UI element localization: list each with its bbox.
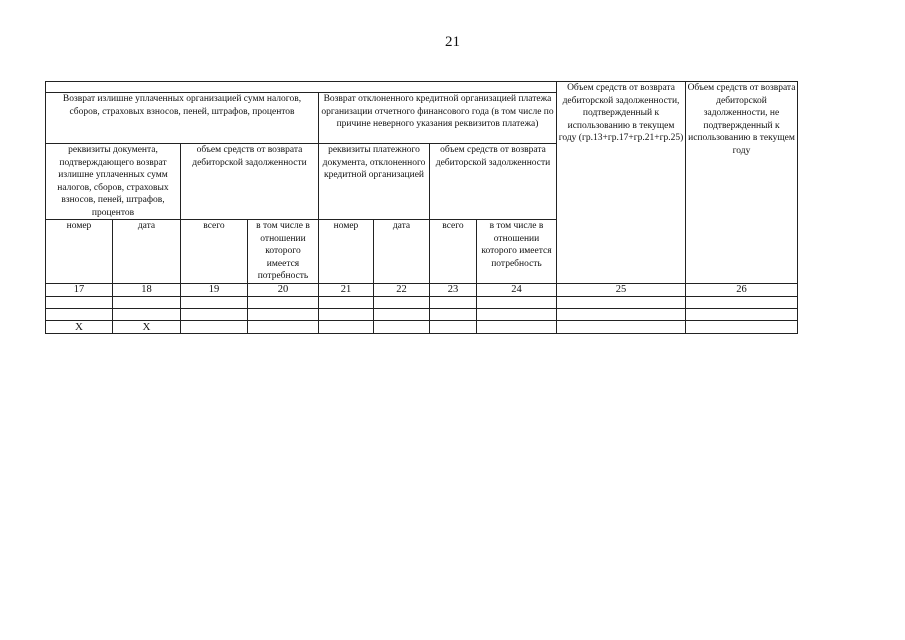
header-col26: Объем средств от возврата дебиторской задолженности, не подтвержденный к использованию в текущем году (686, 82, 798, 284)
header-volume-overpaid: объем средств от возврата дебиторской задолженности (181, 144, 319, 220)
table-cell (374, 308, 430, 320)
column-number-cell: 19 (181, 283, 248, 296)
column-number-cell: 23 (430, 283, 477, 296)
table-row (46, 308, 798, 320)
x-mark-cell: Х (46, 320, 113, 333)
header-incl-need-20: в том числе в отношении которого имеется потребность (248, 220, 319, 284)
table-cell (686, 320, 798, 333)
table-cell (477, 308, 557, 320)
table-cell (374, 296, 430, 308)
table-cell (46, 296, 113, 308)
column-number-cell: 20 (248, 283, 319, 296)
column-number-cell: 21 (319, 283, 374, 296)
header-total-23: всего (430, 220, 477, 284)
table-cell (430, 320, 477, 333)
table-cell (557, 308, 686, 320)
table-cell (46, 308, 113, 320)
column-number-cell: 24 (477, 283, 557, 296)
table-cell (477, 296, 557, 308)
form-table (45, 81, 798, 334)
header-incl-need-24: в том числе в отношении которого имеется потребность (477, 220, 557, 284)
x-mark-cell: Х (113, 320, 181, 333)
header-total-19: всего (181, 220, 248, 284)
column-number-cell: 17 (46, 283, 113, 296)
header-number-21: номер (319, 220, 374, 284)
table-cell (430, 308, 477, 320)
table-cell (430, 296, 477, 308)
table-cell (319, 320, 374, 333)
table-cell (113, 308, 181, 320)
table-cell (557, 296, 686, 308)
table-cell (477, 320, 557, 333)
column-numbers-row (46, 283, 798, 296)
table-row (46, 296, 798, 308)
table-cell (181, 296, 248, 308)
totals-row (46, 320, 798, 333)
header-group-rejected: Возврат отклоненного кредитной организацией платежа организации отчетного финансового года (в том числе по причине неверного указания реквизитов платежа) (319, 93, 557, 144)
column-number-cell: 25 (557, 283, 686, 296)
table-cell (248, 308, 319, 320)
header-col25: Объем средств от возврата дебиторской задолженности, подтвержденный к использованию в текущем году (гр.13+гр.17+гр.21+гр.25) (557, 82, 686, 284)
column-number-cell: 18 (113, 283, 181, 296)
header-group-overpaid: Возврат излишне уплаченных организацией сумм налогов, сборов, страховых взносов, пеней, штрафов, процентов (46, 93, 319, 144)
table-cell (248, 296, 319, 308)
header-doc-requisites-overpaid: реквизиты документа, подтверждающего возврат излишне уплаченных сумм налогов, сборов, страховых взносов, пеней, штрафов, процентов (46, 144, 181, 220)
table-cell (686, 296, 798, 308)
table-cell (248, 320, 319, 333)
table-cell (686, 308, 798, 320)
table-cell (374, 320, 430, 333)
table-cell (557, 320, 686, 333)
table-cell (113, 296, 181, 308)
header-number-17: номер (46, 220, 113, 284)
table-cell (181, 320, 248, 333)
header-doc-requisites-rejected: реквизиты платежного документа, отклоненного кредитной организацией (319, 144, 430, 220)
column-number-cell: 26 (686, 283, 798, 296)
table-cell (319, 296, 374, 308)
header-top-spacer (46, 82, 557, 93)
header-volume-rejected: объем средств от возврата дебиторской задолженности (430, 144, 557, 220)
page-number: 21 (445, 34, 460, 50)
table-cell (181, 308, 248, 320)
header-date-18: дата (113, 220, 181, 284)
table-cell (319, 308, 374, 320)
column-number-cell: 22 (374, 283, 430, 296)
header-date-22: дата (374, 220, 430, 284)
